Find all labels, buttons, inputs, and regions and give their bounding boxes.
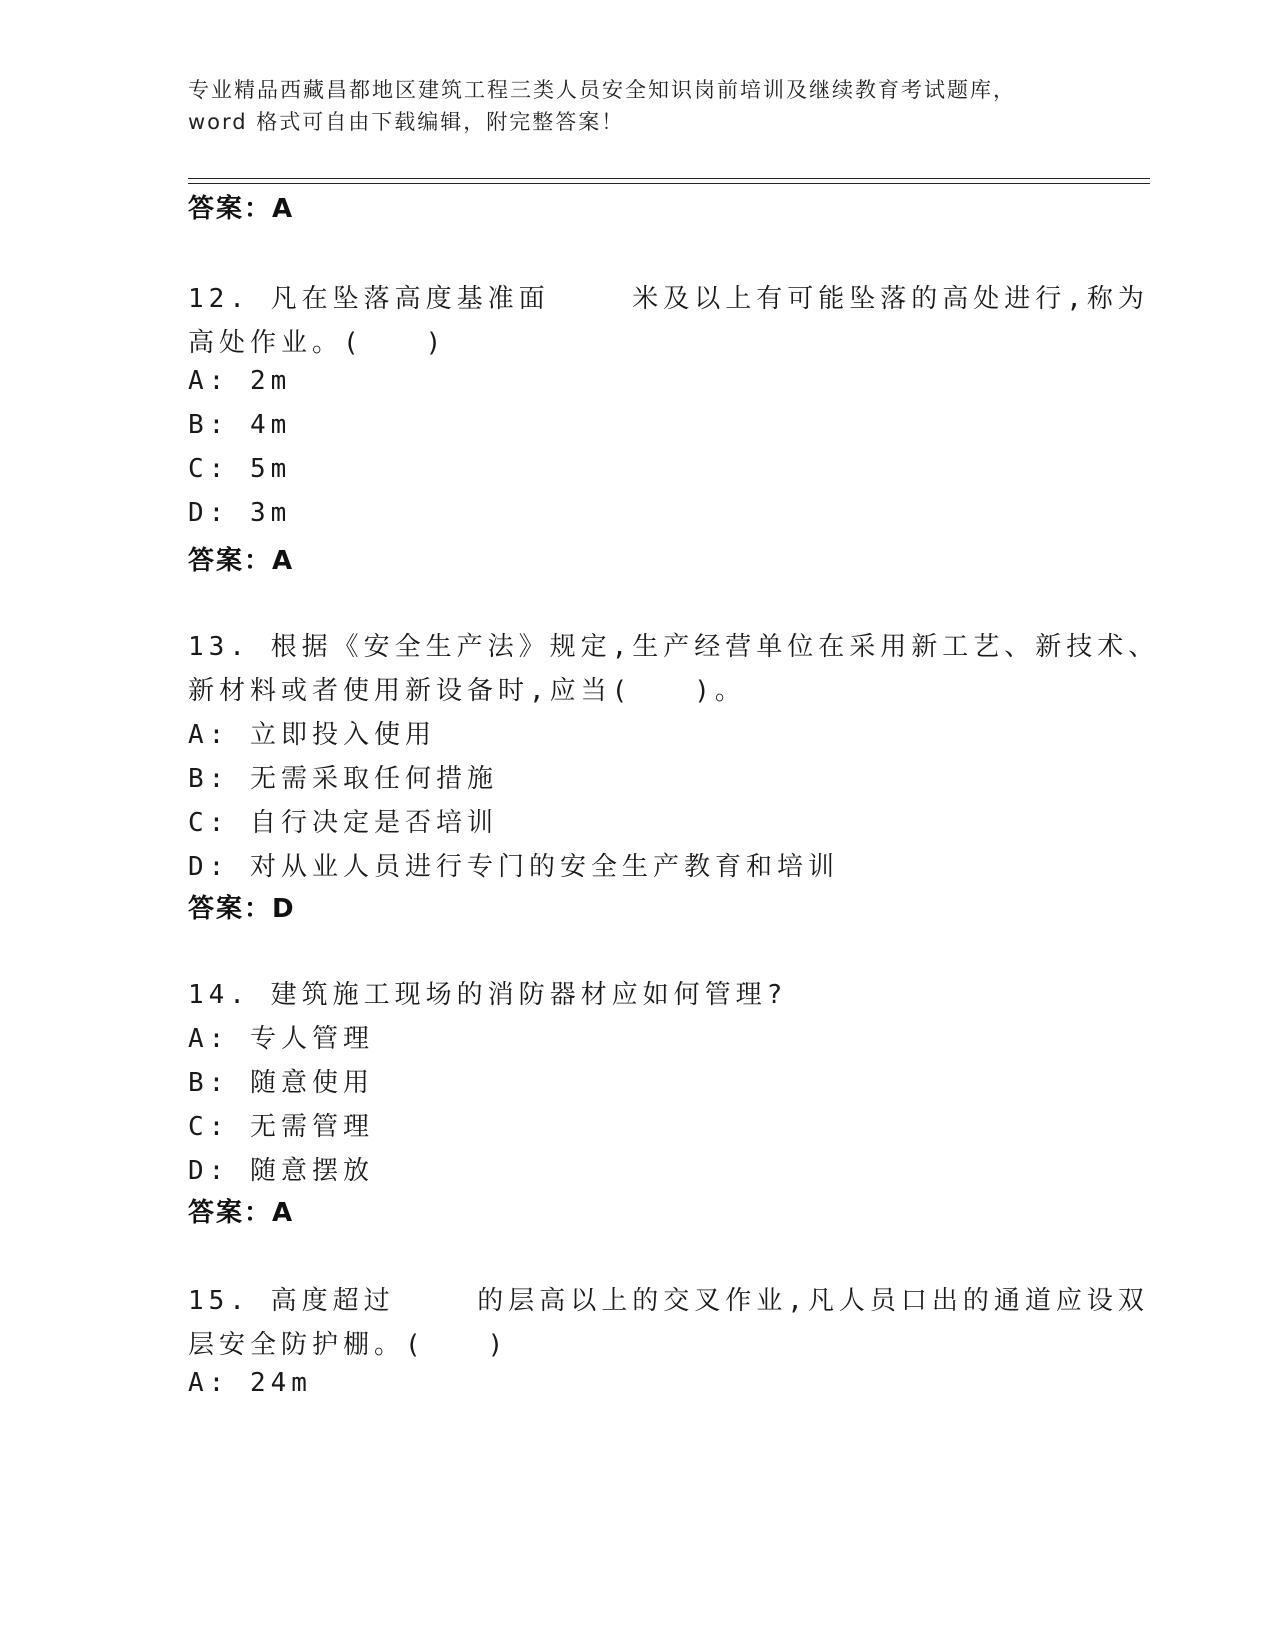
question-12-answer: 答案：A xyxy=(188,546,295,576)
question-14-text-line-1: 14. 建筑施工现场的消防器材应如何管理? xyxy=(188,980,788,1010)
header-line-1: 专业精品西藏昌都地区建筑工程三类人员安全知识岗前培训及继续教育考试题库， xyxy=(188,78,1016,102)
question-12-text-line-1: 12. 凡在坠落高度基准面 米及以上有可能坠落的高处进行,称为 xyxy=(188,284,1149,314)
question-15-text-line-1: 15. 高度超过 的层高以上的交叉作业,凡人员口出的通道应设双 xyxy=(188,1286,1149,1316)
question-12-option-c: C: 5m xyxy=(188,454,292,484)
header-rule-top xyxy=(188,178,1150,179)
question-13-answer: 答案：D xyxy=(188,894,296,924)
question-12-text-line-2: 高处作业。( ) xyxy=(188,328,447,358)
question-15-text-line-2: 层安全防护棚。( ) xyxy=(188,1330,509,1360)
question-12-option-a: A: 2m xyxy=(188,366,292,396)
question-13-option-b: B: 无需采取任何措施 xyxy=(188,764,498,794)
question-14-option-d: D: 随意摆放 xyxy=(188,1156,374,1186)
question-14-option-b: B: 随意使用 xyxy=(188,1068,374,1098)
question-13-option-d: D: 对从业人员进行专门的安全生产教育和培训 xyxy=(188,852,839,882)
header-line-2: word 格式可自由下载编辑，附完整答案！ xyxy=(188,110,625,134)
question-13-option-a: A: 立即投入使用 xyxy=(188,720,436,750)
header-rule-bottom xyxy=(188,183,1150,184)
question-13-text-line-1: 13. 根据《安全生产法》规定,生产经营单位在采用新工艺、新技术、 xyxy=(188,632,1160,662)
document-header xyxy=(188,74,1088,138)
question-13-option-c: C: 自行决定是否培训 xyxy=(188,808,498,838)
question-13-text-line-2: 新材料或者使用新设备时,应当( )。 xyxy=(188,676,746,706)
question-14-option-a: A: 专人管理 xyxy=(188,1024,374,1054)
question-12-option-d: D: 3m xyxy=(188,498,292,528)
question-14-option-c: C: 无需管理 xyxy=(188,1112,374,1142)
question-14-answer: 答案：A xyxy=(188,1198,295,1228)
question-12-option-b: B: 4m xyxy=(188,410,292,440)
answer-line: 答案：A xyxy=(188,194,295,224)
question-15-option-a: A: 24m xyxy=(188,1368,312,1398)
